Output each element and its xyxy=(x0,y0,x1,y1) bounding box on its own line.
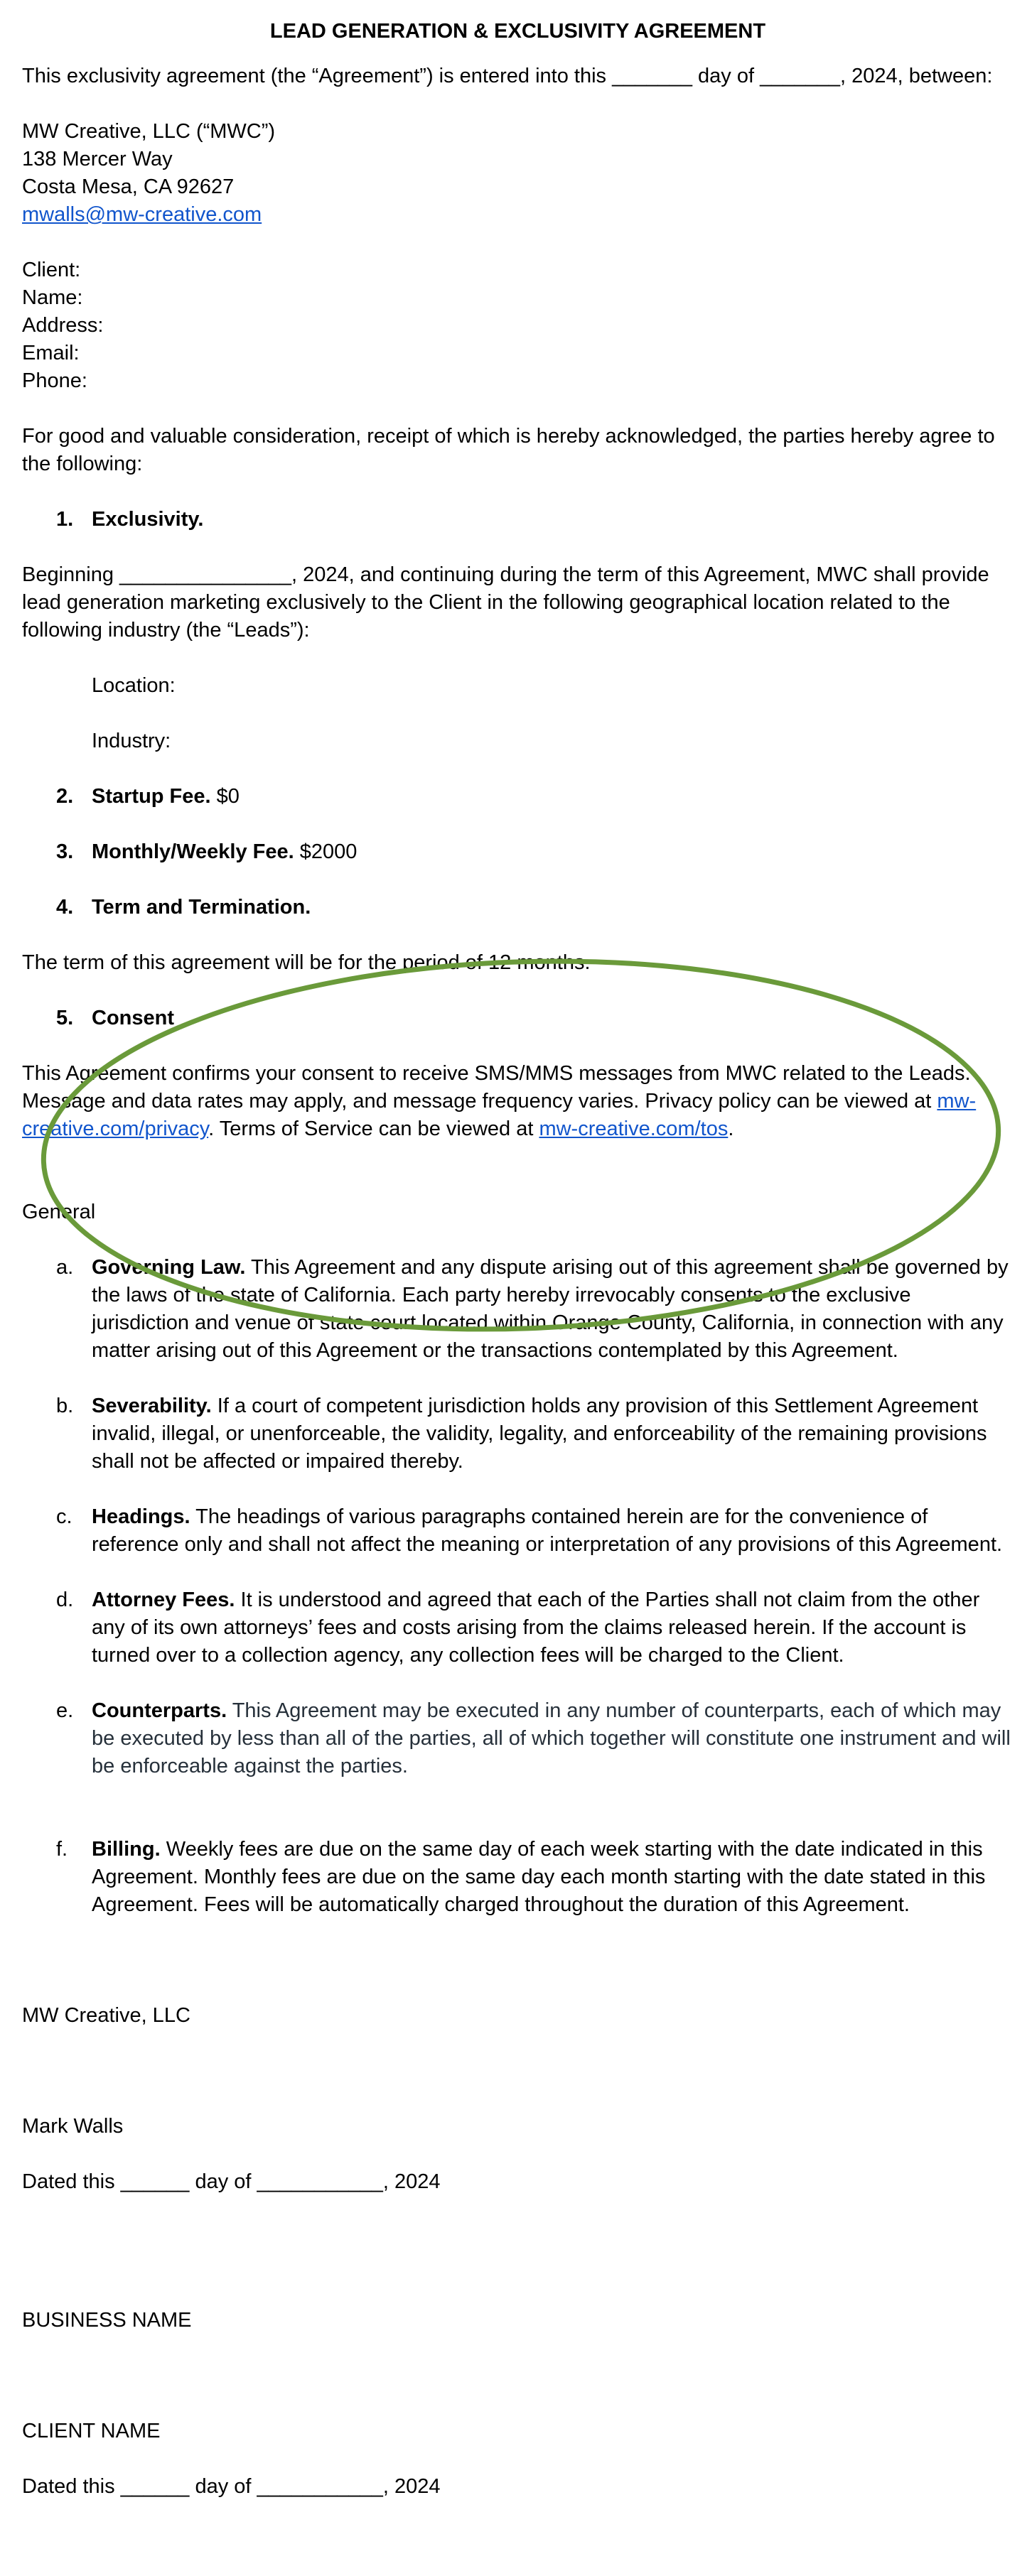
item-body: This Agreement and any dispute arising out of this agreement shall be governed by the laws of the state of California. Each party hereby irrevocably consents to the exclusive jurisdiction and venue of state court located within Orange County, California, in connection with any matter arising out of this Agreement or the transactions contemplated by this Agreement. xyxy=(92,1256,1009,1362)
section-2-heading xyxy=(22,783,1014,811)
item-letter: d. xyxy=(56,1589,74,1611)
general-item-b xyxy=(22,1392,1014,1476)
mwc-name: MW Creative, LLC (“MWC”) xyxy=(22,120,276,143)
section-4-number: 4. xyxy=(56,896,74,919)
document-title: LEAD GENERATION & EXCLUSIVITY AGREEMENT xyxy=(269,20,766,43)
section-2-number: 2. xyxy=(56,785,74,808)
signature-business-name: BUSINESS NAME xyxy=(22,2309,192,2332)
mwc-city: Costa Mesa, CA 92627 xyxy=(22,175,235,198)
item-body: If a court of competent jurisdiction holds any provision of this Settlement Agreement invalid, illegal, or unenforceable, the validity, legality, and enforceability of the remaining provisions shall not be affected or impaired thereby. xyxy=(92,1395,987,1473)
section-5-number: 5. xyxy=(56,1007,74,1029)
section-5-title: Consent xyxy=(92,1007,174,1029)
privacy-link[interactable]: mw-creative.com/privacy xyxy=(22,1090,977,1140)
consent-text: This Agreement confirms your consent to receive SMS/MMS messages from MWC related to the Leads. Message and data rates may apply, and message frequency varies. Privacy policy can be viewed at xyxy=(22,1062,971,1113)
section-1-heading xyxy=(22,506,1014,534)
section-3-title: Monthly/Weekly Fee. xyxy=(92,840,294,863)
item-title: Attorney Fees. xyxy=(92,1589,235,1611)
item-title: Billing. xyxy=(92,1838,161,1861)
general-item-a xyxy=(22,1254,1014,1365)
item-letter: f. xyxy=(56,1838,68,1861)
general-item-d xyxy=(22,1586,1014,1669)
item-title: Counterparts. xyxy=(92,1699,227,1722)
item-title: Severability. xyxy=(92,1395,212,1417)
signature-client-name: CLIENT NAME xyxy=(22,2420,161,2442)
general-item-c xyxy=(22,1503,1014,1559)
section-3-number: 3. xyxy=(56,840,74,863)
mwc-email-link[interactable]: mwalls@mw-creative.com xyxy=(22,203,262,226)
item-title: Governing Law. xyxy=(92,1256,246,1279)
item-body: This Agreement may be executed in any number of counterparts, each of which may be executed by less than all of the parties, all of which together will constitute one instrument and will be enforceable against the parties. xyxy=(92,1699,1011,1777)
section-2-title: Startup Fee. xyxy=(92,785,211,808)
location-label: Location: xyxy=(92,674,176,697)
item-letter: e. xyxy=(56,1699,74,1722)
consent-text-2: . Terms of Service can be viewed at xyxy=(208,1117,534,1140)
item-body: The headings of various paragraphs contained herein are for the convenience of reference only and shall not affect the meaning or interpretation of any provisions of this Agreement. xyxy=(92,1505,1003,1556)
consent-text-3: . xyxy=(728,1117,734,1140)
section-5-body xyxy=(22,1060,1014,1143)
general-heading: General xyxy=(22,1201,96,1223)
item-letter: b. xyxy=(56,1395,74,1417)
section-1-body: Beginning _______________, 2024, and continuing during the term of this Agreement, MWC shall provide lead generation marketing exclusively to the Client in the following geographical location related to the following industry (the “Leads”): xyxy=(22,563,989,642)
client-label: Client: xyxy=(22,259,81,281)
section-4-heading xyxy=(22,894,1014,921)
mwc-street: 138 Mercer Way xyxy=(22,148,173,171)
section-1-number: 1. xyxy=(56,508,74,531)
general-item-e xyxy=(22,1697,1014,1780)
startup-fee-value: $0 xyxy=(216,785,240,808)
signature-company: MW Creative, LLC xyxy=(22,2004,190,2027)
client-name-label: Name: xyxy=(22,286,83,309)
client-phone-label: Phone: xyxy=(22,369,87,392)
section-4-body: The term of this agreement will be for the period of 12 months. xyxy=(22,951,591,974)
item-title: Headings. xyxy=(92,1505,190,1528)
section-1-title: Exclusivity. xyxy=(92,508,204,531)
agreement-document xyxy=(22,18,1014,2501)
tos-link[interactable]: mw-creative.com/tos xyxy=(539,1117,729,1140)
section-5-heading xyxy=(22,1005,1014,1032)
signature-dated-2: Dated this ______ day of ___________, 2024 xyxy=(22,2475,441,2498)
industry-label: Industry: xyxy=(92,730,171,752)
item-body: Weekly fees are due on the same day of each week starting with the date indicated in this Agreement. Monthly fees are due on the same day each month starting with the date stated in this Agreement. Fees will be automatically charged throughout the duration of this Agreement. xyxy=(92,1838,986,1916)
general-item-f xyxy=(22,1836,1014,1919)
client-address-label: Address: xyxy=(22,314,104,337)
item-body: It is understood and agreed that each of the Parties shall not claim from the other any of its own attorneys’ fees and costs arising from the claims released herein. If the account is turned over to a collection agency, any collection fees will be charged to the Client. xyxy=(92,1589,980,1667)
consideration-paragraph: For good and valuable consideration, receipt of which is hereby acknowledged, the parties hereby agree to the following: xyxy=(22,425,995,475)
monthly-fee-value: $2000 xyxy=(299,840,358,863)
section-3-heading xyxy=(22,838,1014,866)
item-letter: c. xyxy=(56,1505,72,1528)
signature-dated-1: Dated this ______ day of ___________, 2024 xyxy=(22,2170,441,2193)
signature-signer: Mark Walls xyxy=(22,2115,124,2138)
item-letter: a. xyxy=(56,1256,74,1279)
client-email-label: Email: xyxy=(22,342,80,364)
intro-paragraph: This exclusivity agreement (the “Agreement”) is entered into this _______ day of _______, 2024, between: xyxy=(22,65,993,87)
section-4-title: Term and Termination. xyxy=(92,896,311,919)
